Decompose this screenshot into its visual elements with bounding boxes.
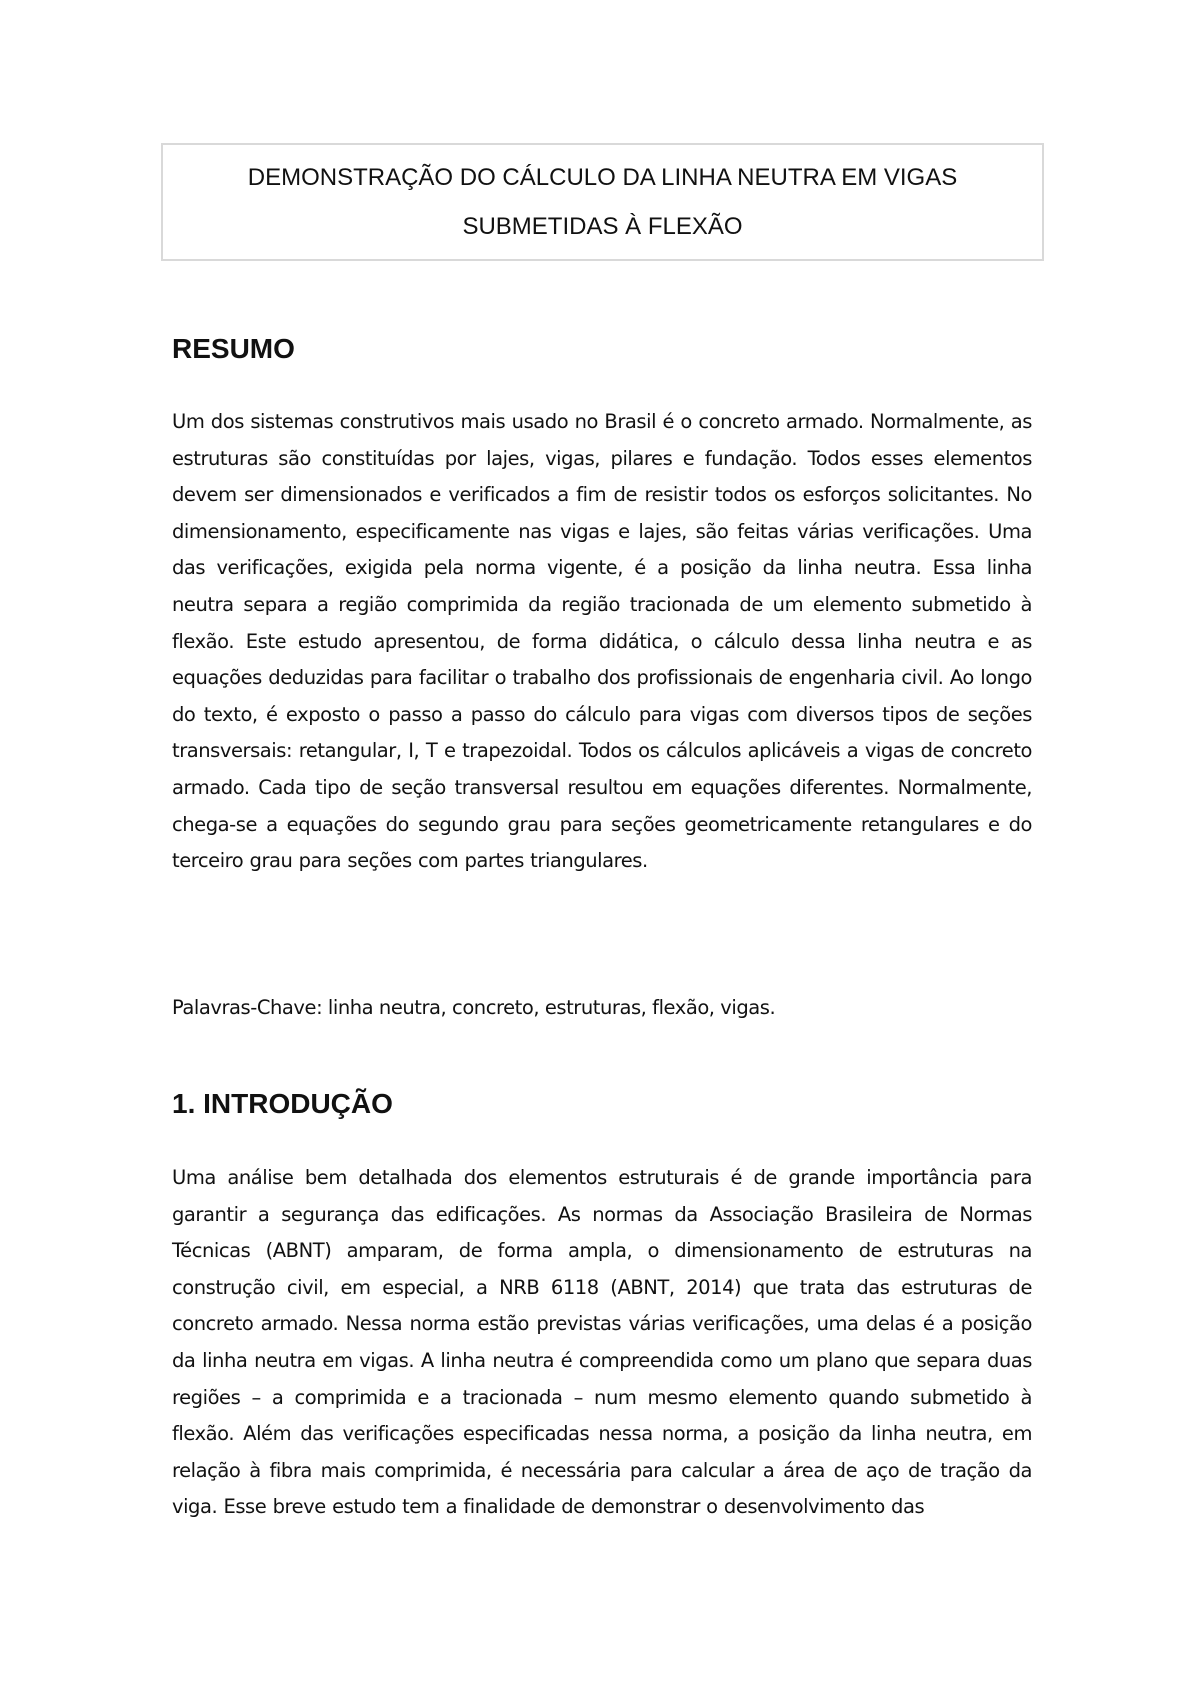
introduction-heading: 1. INTRODUÇÃO — [172, 1088, 393, 1119]
title-line-2: SUBMETIDAS À FLEXÃO — [462, 213, 743, 240]
introduction-text: Uma análise bem detalhada dos elementos estruturais é de grande importância para garantir a segurança das edificações. As normas da Associação Brasileira de Normas Técnicas (ABNT) amparam, de forma ampla, o dimensionamento de estruturas na construção civil, em especial, a NRB 6118 (ABNT, 2014) que trata das estruturas de concreto armado. Nessa norma estão previstas várias verificações, uma delas é a posição da linha neutra em vigas. A linha neutra é compreendida como um plano que separa duas regiões – a comprimida e a tracionada – num mesmo elemento quando submetido à flexão. Além das verificações especificadas nessa norma, a posição da linha neutra, em relação à fibra mais comprimida, é necessária para calcular a área de aço de tração da viga. Esse breve estudo tem a finalidade de demonstrar o desenvolvimento das — [172, 1166, 1032, 1519]
title-line-1: DEMONSTRAÇÃO DO CÁLCULO DA LINHA NEUTRA EM VIGAS — [247, 164, 958, 191]
keywords-text: Palavras-Chave: linha neutra, concreto, estruturas, flexão, vigas. — [172, 996, 776, 1019]
title-box — [161, 143, 1044, 261]
abstract-text: Um dos sistemas construtivos mais usado no Brasil é o concreto armado. Normalmente, as estruturas são constituídas por lajes, vigas, pilares e fundação. Todos esses elementos devem ser dimensionados e verificados a fim de resistir todos os esforços solicitantes. No dimensionamento, especificamente nas vigas e lajes, são feitas várias verificações. Uma das verificações, exigida pela norma vigente, é a posição da linha neutra. Essa linha neutra separa a região comprimida da região tracionada de um elemento submetido à flexão. Este estudo apresentou, de forma didática, o cálculo dessa linha neutra e as equações deduzidas para facilitar o trabalho dos profissionais de engenharia civil. Ao longo do texto, é exposto o passo a passo do cálculo para vigas com diversos tipos de seções transversais: retangular, I, T e trapezoidal. Todos os cálculos aplicáveis a vigas de concreto armado. Cada tipo de seção transversal resultou em equações diferentes. Normalmente, chega-se a equações do segundo grau para seções geometricamente retangulares e do terceiro grau para seções com partes triangulares. — [172, 410, 1032, 873]
abstract-heading: RESUMO — [172, 333, 295, 364]
